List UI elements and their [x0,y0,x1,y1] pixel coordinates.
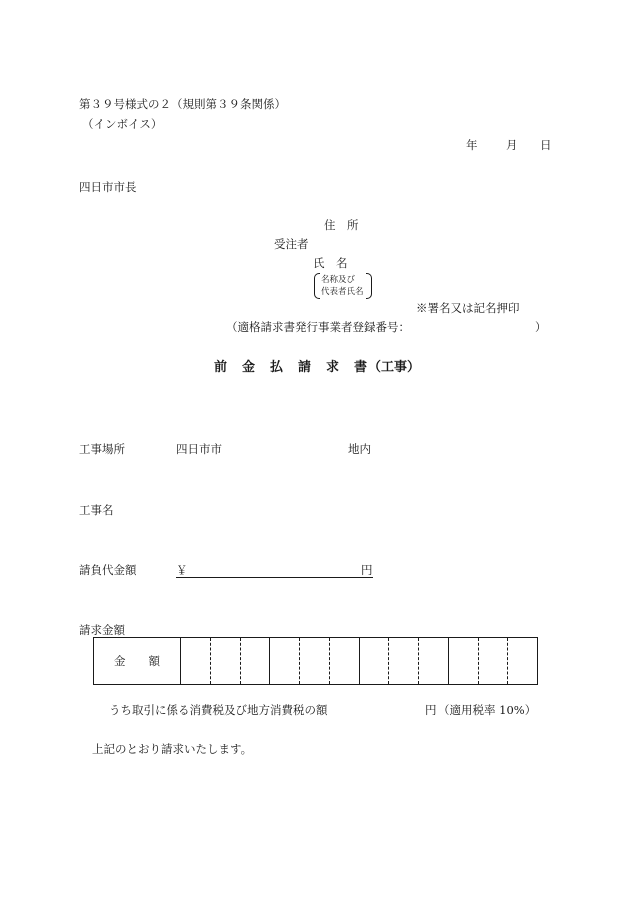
bracket-left [314,273,320,299]
digit-cell[interactable] [478,638,508,685]
digit-cell[interactable] [181,638,211,685]
title-char: 払 [270,360,284,375]
digit-cell[interactable] [389,638,419,685]
title-char: 前 [214,360,228,375]
date-month-label: 月 [506,138,518,152]
closing-statement: 上記のとおり請求いたします。 [92,742,253,756]
invoice-note: （インボイス） [82,117,163,131]
yen-sign: ￥ [176,563,188,577]
registration-close: ） [535,320,547,334]
digit-cell[interactable] [300,638,330,685]
digit-cell[interactable] [448,638,478,685]
title-char: 請 [298,360,312,375]
title-char: 金 [242,360,256,375]
tax-rate: （適用税率 10%） [438,703,537,717]
tax-line-text: うち取引に係る消費税及び地方消費税の額 [109,703,328,717]
work-place-label: 工事場所 [79,442,125,456]
contract-amount-unit: 円 [361,563,373,577]
contractor-role-label: 受注者 [274,237,309,251]
billing-amount-grid [93,637,538,685]
bracket-right [366,273,372,299]
digit-cell[interactable] [240,638,270,685]
date-day-label: 日 [540,138,552,152]
digit-cell[interactable] [270,638,300,685]
digit-cell[interactable] [329,638,359,685]
amount-cell-label: 金 額 [94,638,181,685]
name-label: 氏 名 [313,256,348,270]
registration-number-label: （適格請求書発行事業者登録番号： [226,320,410,334]
work-place-suffix: 地内 [348,442,371,456]
document-title [214,361,420,375]
title-char: 書 [354,360,368,375]
contract-amount-underline [176,577,373,578]
billing-amount-label: 請求金額 [79,623,125,637]
digit-cell[interactable] [508,638,538,685]
name-note-line2: 代表者氏名 [321,287,364,297]
digit-cell[interactable] [419,638,449,685]
form-id: 第３９号様式の２（規則第３９条関係） [79,97,286,111]
title-char: 求 [326,360,340,375]
digit-cell[interactable] [210,638,240,685]
name-note-bracket [314,272,372,300]
digit-cell[interactable] [359,638,389,685]
title-suffix: （工事） [368,360,421,375]
date-year-label: 年 [466,138,478,152]
address-label: 住 所 [324,218,359,232]
seal-note: ※署名又は記名押印 [416,301,520,315]
work-name-label: 工事名 [79,503,114,517]
name-note-line1: 名称及び [321,275,356,285]
addressee: 四日市市長 [79,180,137,194]
work-place-city: 四日市市 [176,442,222,456]
contract-amount-label: 請負代金額 [79,563,137,577]
tax-line-unit: 円 [425,703,437,717]
